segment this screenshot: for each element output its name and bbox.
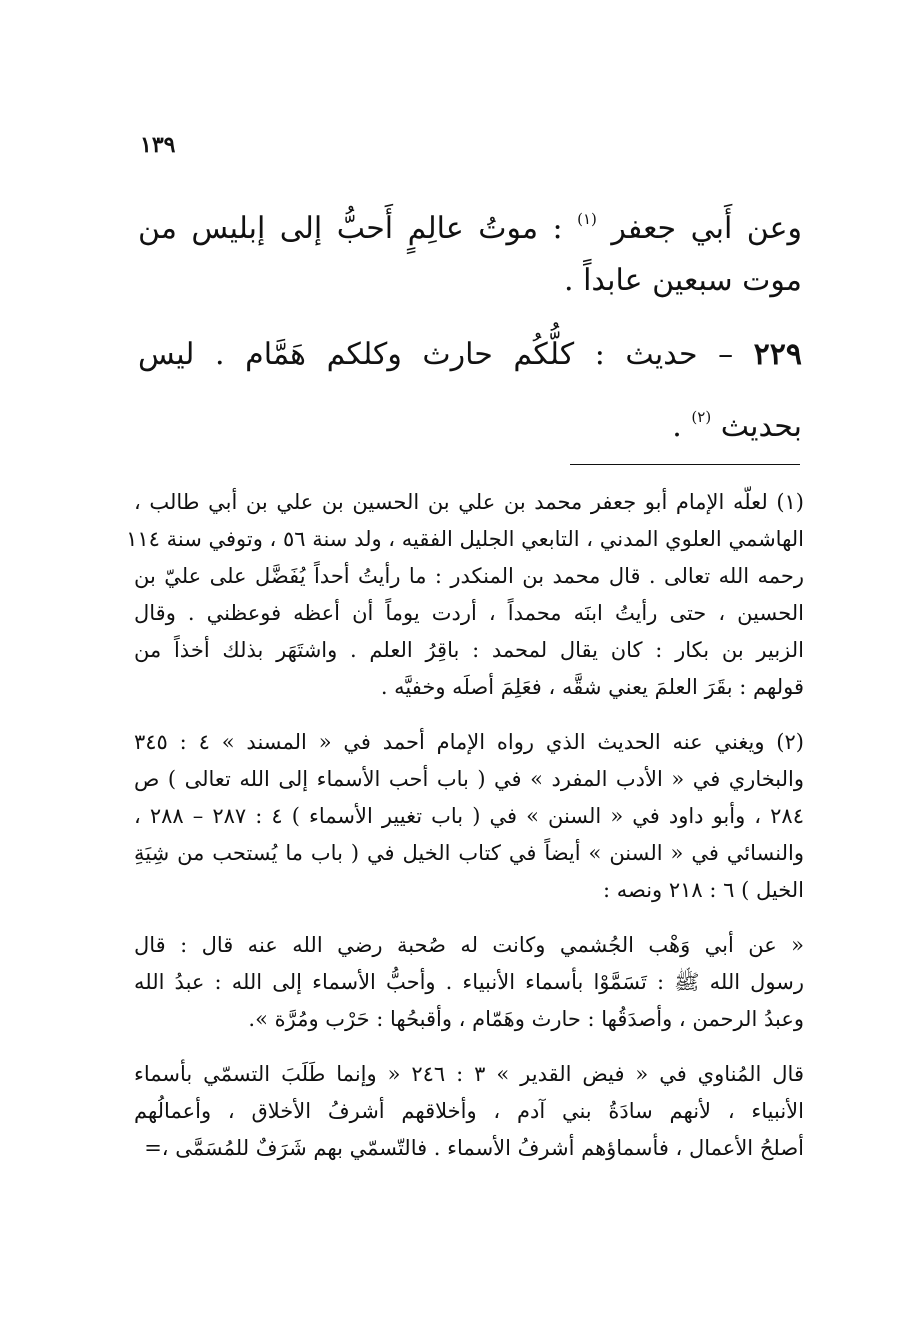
main-text <box>138 188 802 448</box>
footnote-line: والبخاري في « الأدب المفرد » في ( باب أحب الأسماء إلى الله تعالى ) ص <box>134 767 804 791</box>
footnote-line: (١) لعلّه الإمام أبو جعفر محمد بن علي بن الحسين بن علي بن أبي طالب ، <box>134 490 804 514</box>
footnote-ref-2: (٢) <box>691 408 712 426</box>
footnote-separator <box>570 464 800 465</box>
quote-line: رسول الله ﷺ : تَسَمَّوْا بأسماء الأنبياء . وأحبُّ الأسماء إلى الله : عبدُ الله <box>134 970 804 994</box>
quote-line: « عن أبي وَهْب الجُشمي وكانت له صُحبة رضي الله عنه قال : قال <box>134 933 804 957</box>
munawi-commentary <box>134 1056 804 1167</box>
main-text-segment: بحديث <box>720 409 802 444</box>
footnote-line: الزبير بن بكار : كان يقال لمحمد : باقِرُ العلم . واشتَهَر بذلك أخذاً من <box>134 638 804 662</box>
footnotes <box>126 484 804 1167</box>
footnote-line: قولهم : بقَرَ العلمَ يعني شقَّه ، فعَلِمَ أصلَه وخفيَّه . <box>380 675 804 699</box>
main-text-segment: . <box>672 409 682 444</box>
footnote-line: الهاشمي العلوي المدني ، التابعي الجليل الفقيه ، ولد سنة ٥٦ ، وتوفي سنة ١١٤ <box>126 527 804 551</box>
footnote-line: ٢٨٤ ، وأبو داود في « السنن » في ( باب تغيير الأسماء ) ٤ : ٢٨٧ – ٢٨٨ ، <box>134 804 804 828</box>
hadith-number: ٢٢٩ <box>753 337 802 372</box>
footnote-1 <box>126 484 804 706</box>
main-line-4 <box>138 386 802 448</box>
main-line-1 <box>138 188 802 250</box>
commentary-line: أصلحُ الأعمال ، فأسماؤهم أشرفُ الأسماء . فالتّسمّي بهم شَرَفٌ للمُسَمَّى ،= <box>144 1136 804 1160</box>
commentary-line: الأنبياء ، لأنهم سادَةُ بني آدم ، وأخلاقهم أشرفُ الأخلاق ، وأعمالُهم <box>134 1099 804 1123</box>
footnote-line: الخيل ) ٦ : ٢١٨ ونصه : <box>602 878 804 902</box>
footnote-line: (٢) ويغني عنه الحديث الذي رواه الإمام أحمد في « المسند » ٤ : ٣٤٥ <box>134 730 804 754</box>
footnote-2 <box>134 724 804 909</box>
footnote-line: والنسائي في « السنن » أيضاً في كتاب الخيل في ( باب ما يُستحب من شِيَةِ <box>134 841 804 865</box>
hadith-quote <box>134 927 804 1038</box>
footnote-line: رحمه الله تعالى . قال محمد بن المنكدر : ما رأيتُ أحداً يُفَضَّل على عليّ بن <box>134 564 804 588</box>
page-number: ١٣٩ <box>140 132 176 158</box>
main-text-segment: – حديث : كلُّكُم حارث وكلكم هَمَّام . ليس <box>138 337 734 372</box>
hadith-229-line <box>138 324 802 386</box>
commentary-line: قال المُناوي في « فيض القدير » ٣ : ٢٤٦ « وإنما طَلَبَ التسمّي بأسماء <box>134 1062 804 1086</box>
footnote-line: الحسين ، حتى رأيتُ ابنَه محمداً ، أردت يوماً أن أعظه فوعظني . وقال <box>134 601 804 625</box>
footnote-ref-1: (١) <box>577 210 597 228</box>
main-text-segment: وعن أَبي جعفر <box>611 211 802 246</box>
quote-line: وعبدُ الرحمن ، وأصدَقُها : حارث وهَمّام ، وأقبحُها : حَرْب ومُرَّة ». <box>248 1007 804 1031</box>
main-text-segment: : موتُ عالِمٍ أَحبُّ إلى إبليس من <box>138 211 563 246</box>
main-line-2: موت سبعين عابداً . <box>564 263 802 298</box>
